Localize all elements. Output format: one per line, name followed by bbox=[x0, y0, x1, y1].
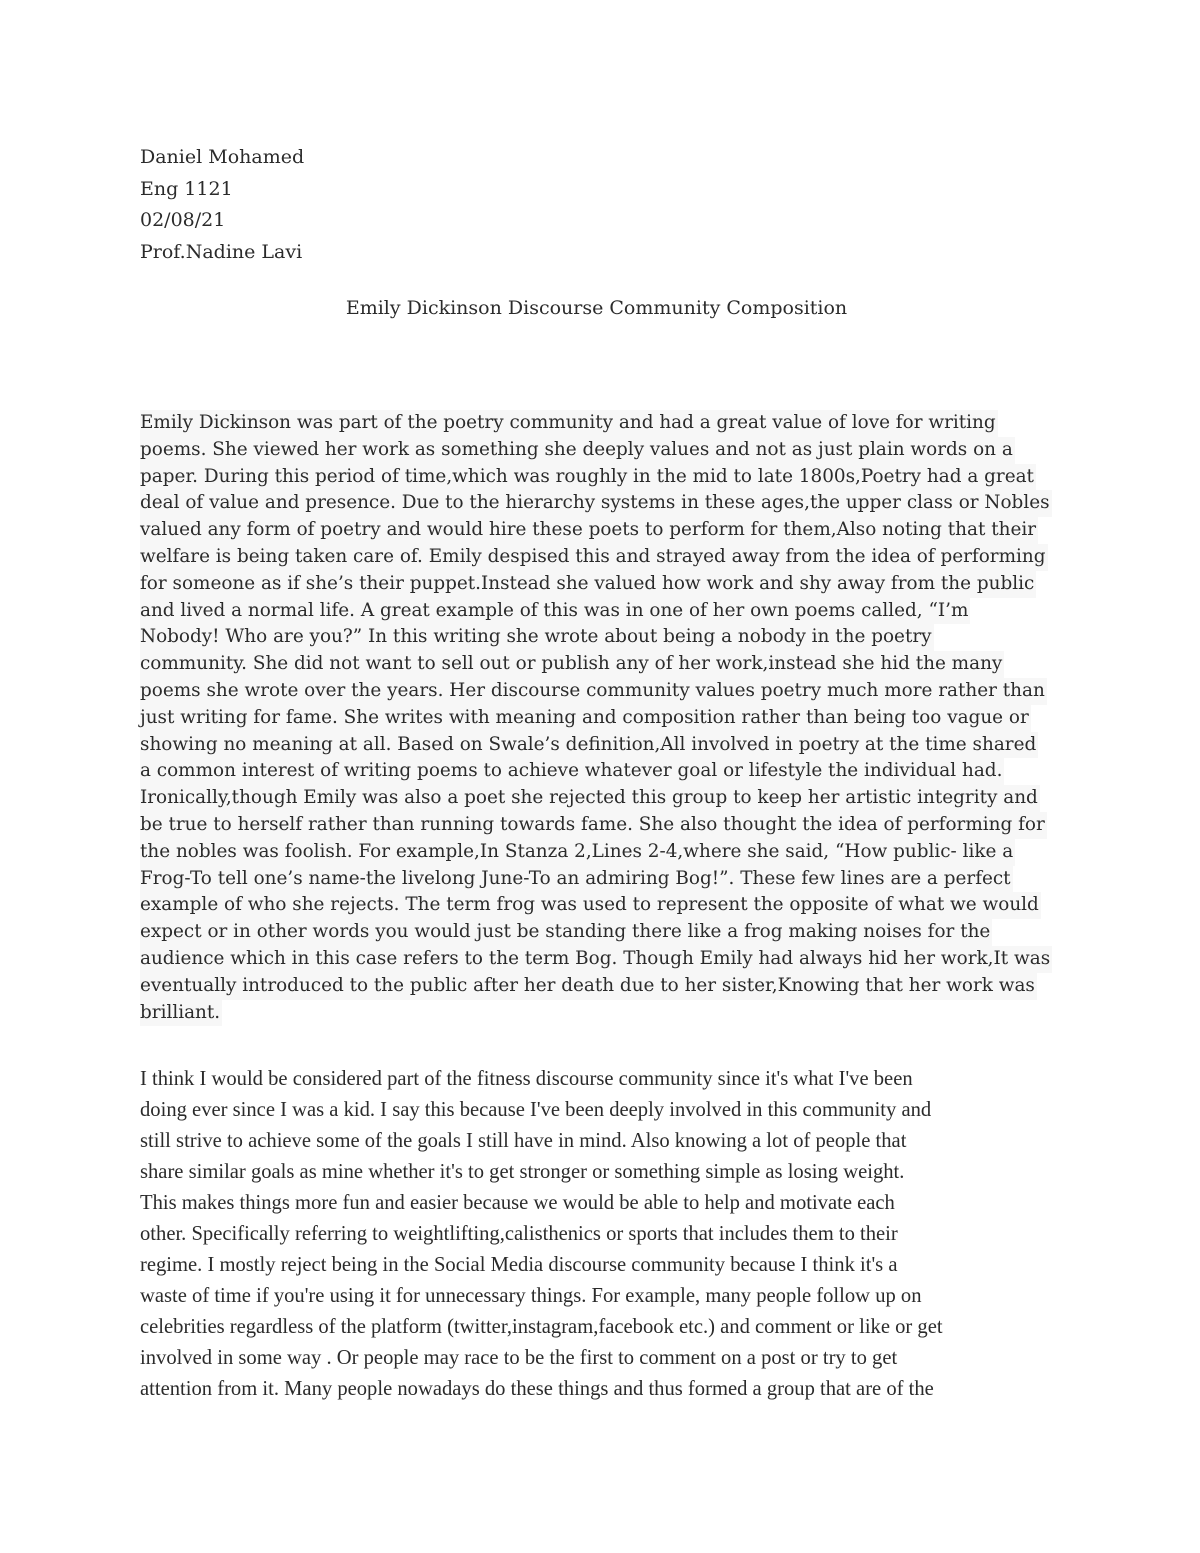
text-line: waste of time if you're using it for unnecessary things. For example, many people follow up on bbox=[140, 1285, 922, 1307]
text-line: Frog-To tell one’s name-the livelong June-To an admiring Bog!”. These few lines are a perfect bbox=[140, 866, 1013, 893]
text-line: eventually introduced to the public after her death due to her sister,Knowing that her work was bbox=[140, 973, 1037, 1000]
text-line: paper. During this period of time,which was roughly in the mid to late 1800s,Poetry had a great bbox=[140, 464, 1036, 491]
text-line: for someone as if she’s their puppet.Instead she valued how work and shy away from the public bbox=[140, 571, 1036, 598]
text-line: expect or in other words you would just be standing there like a frog making noises for the bbox=[140, 919, 992, 946]
text-line: be true to herself rather than running towards fame. She also thought the idea of performing for bbox=[140, 812, 1047, 839]
paragraph-1 bbox=[140, 410, 1052, 1026]
text-line: Ironically,though Emily was also a poet she rejected this group to keep her artistic integrity and bbox=[140, 785, 1040, 812]
document-title: Emily Dickinson Discourse Community Composition bbox=[345, 297, 848, 319]
text-line: doing ever since I was a kid. I say this because I've been deeply involved in this community and bbox=[140, 1099, 932, 1121]
text-line: regime. I mostly reject being in the Social Media discourse community because I think it's a bbox=[140, 1254, 898, 1276]
text-line: I think I would be considered part of the fitness discourse community since it's what I've been bbox=[140, 1068, 913, 1090]
text-line: example of who she rejects. The term frog was used to represent the opposite of what we would bbox=[140, 892, 1041, 919]
professor-name: Prof.Nadine Lavi bbox=[140, 240, 303, 263]
paragraph-2 bbox=[140, 1064, 943, 1405]
text-line: Nobody! Who are you?” In this writing she wrote about being a nobody in the poetry bbox=[140, 624, 934, 651]
text-line: a common interest of writing poems to achieve whatever goal or lifestyle the individual had. bbox=[140, 758, 1004, 785]
text-line: poems. She viewed her work as something she deeply values and not as just plain words on a bbox=[140, 437, 1015, 464]
text-line: just writing for fame. She writes with meaning and composition rather than being too vague or bbox=[140, 705, 1031, 732]
text-line: still strive to achieve some of the goals I still have in mind. Also knowing a lot of people that bbox=[140, 1130, 907, 1152]
text-line: welfare is being taken care of. Emily despised this and strayed away from the idea of performing bbox=[140, 544, 1048, 571]
date: 02/08/21 bbox=[140, 209, 226, 231]
text-line: audience which in this case refers to the term Bog. Though Emily had always hid her work,It was bbox=[140, 946, 1052, 973]
header-block bbox=[140, 142, 304, 268]
text-line: Emily Dickinson was part of the poetry community and had a great value of love for writing bbox=[140, 410, 998, 437]
text-line: and lived a normal life. A great example of this was in one of her own poems called, “I’m bbox=[140, 598, 970, 625]
author-name: Daniel Mohamed bbox=[140, 146, 305, 168]
text-line: attention from it. Many people nowadays do these things and thus formed a group that are of the bbox=[140, 1378, 934, 1400]
text-line: share similar goals as mine whether it's to get stronger or something simple as losing weight. bbox=[140, 1161, 905, 1183]
text-line: showing no meaning at all. Based on Swale’s definition,All involved in poetry at the time shared bbox=[140, 732, 1038, 759]
text-line: This makes things more fun and easier because we would be able to help and motivate each bbox=[140, 1192, 895, 1214]
text-line: valued any form of poetry and would hire these poets to perform for them,Also noting that their bbox=[140, 517, 1038, 544]
text-line: other. Specifically referring to weightlifting,calisthenics or sports that includes them to their bbox=[140, 1223, 898, 1245]
text-line: involved in some way . Or people may race to be the first to comment on a post or try to get bbox=[140, 1347, 898, 1369]
text-line: poems she wrote over the years. Her discourse community values poetry much more rather than bbox=[140, 678, 1047, 705]
text-line: brilliant. bbox=[140, 1000, 222, 1027]
text-line: the nobles was foolish. For example,In Stanza 2,Lines 2-4,where she said, “How public- like a bbox=[140, 839, 1015, 866]
text-line: community. She did not want to sell out or publish any of her work,instead she hid the many bbox=[140, 651, 1004, 678]
course-name: Eng 1121 bbox=[140, 177, 233, 200]
text-line: deal of value and presence. Due to the hierarchy systems in these ages,the upper class or Nobles bbox=[140, 490, 1052, 517]
text-line: celebrities regardless of the platform (twitter,instagram,facebook etc.) and comment or like or get bbox=[140, 1316, 943, 1338]
